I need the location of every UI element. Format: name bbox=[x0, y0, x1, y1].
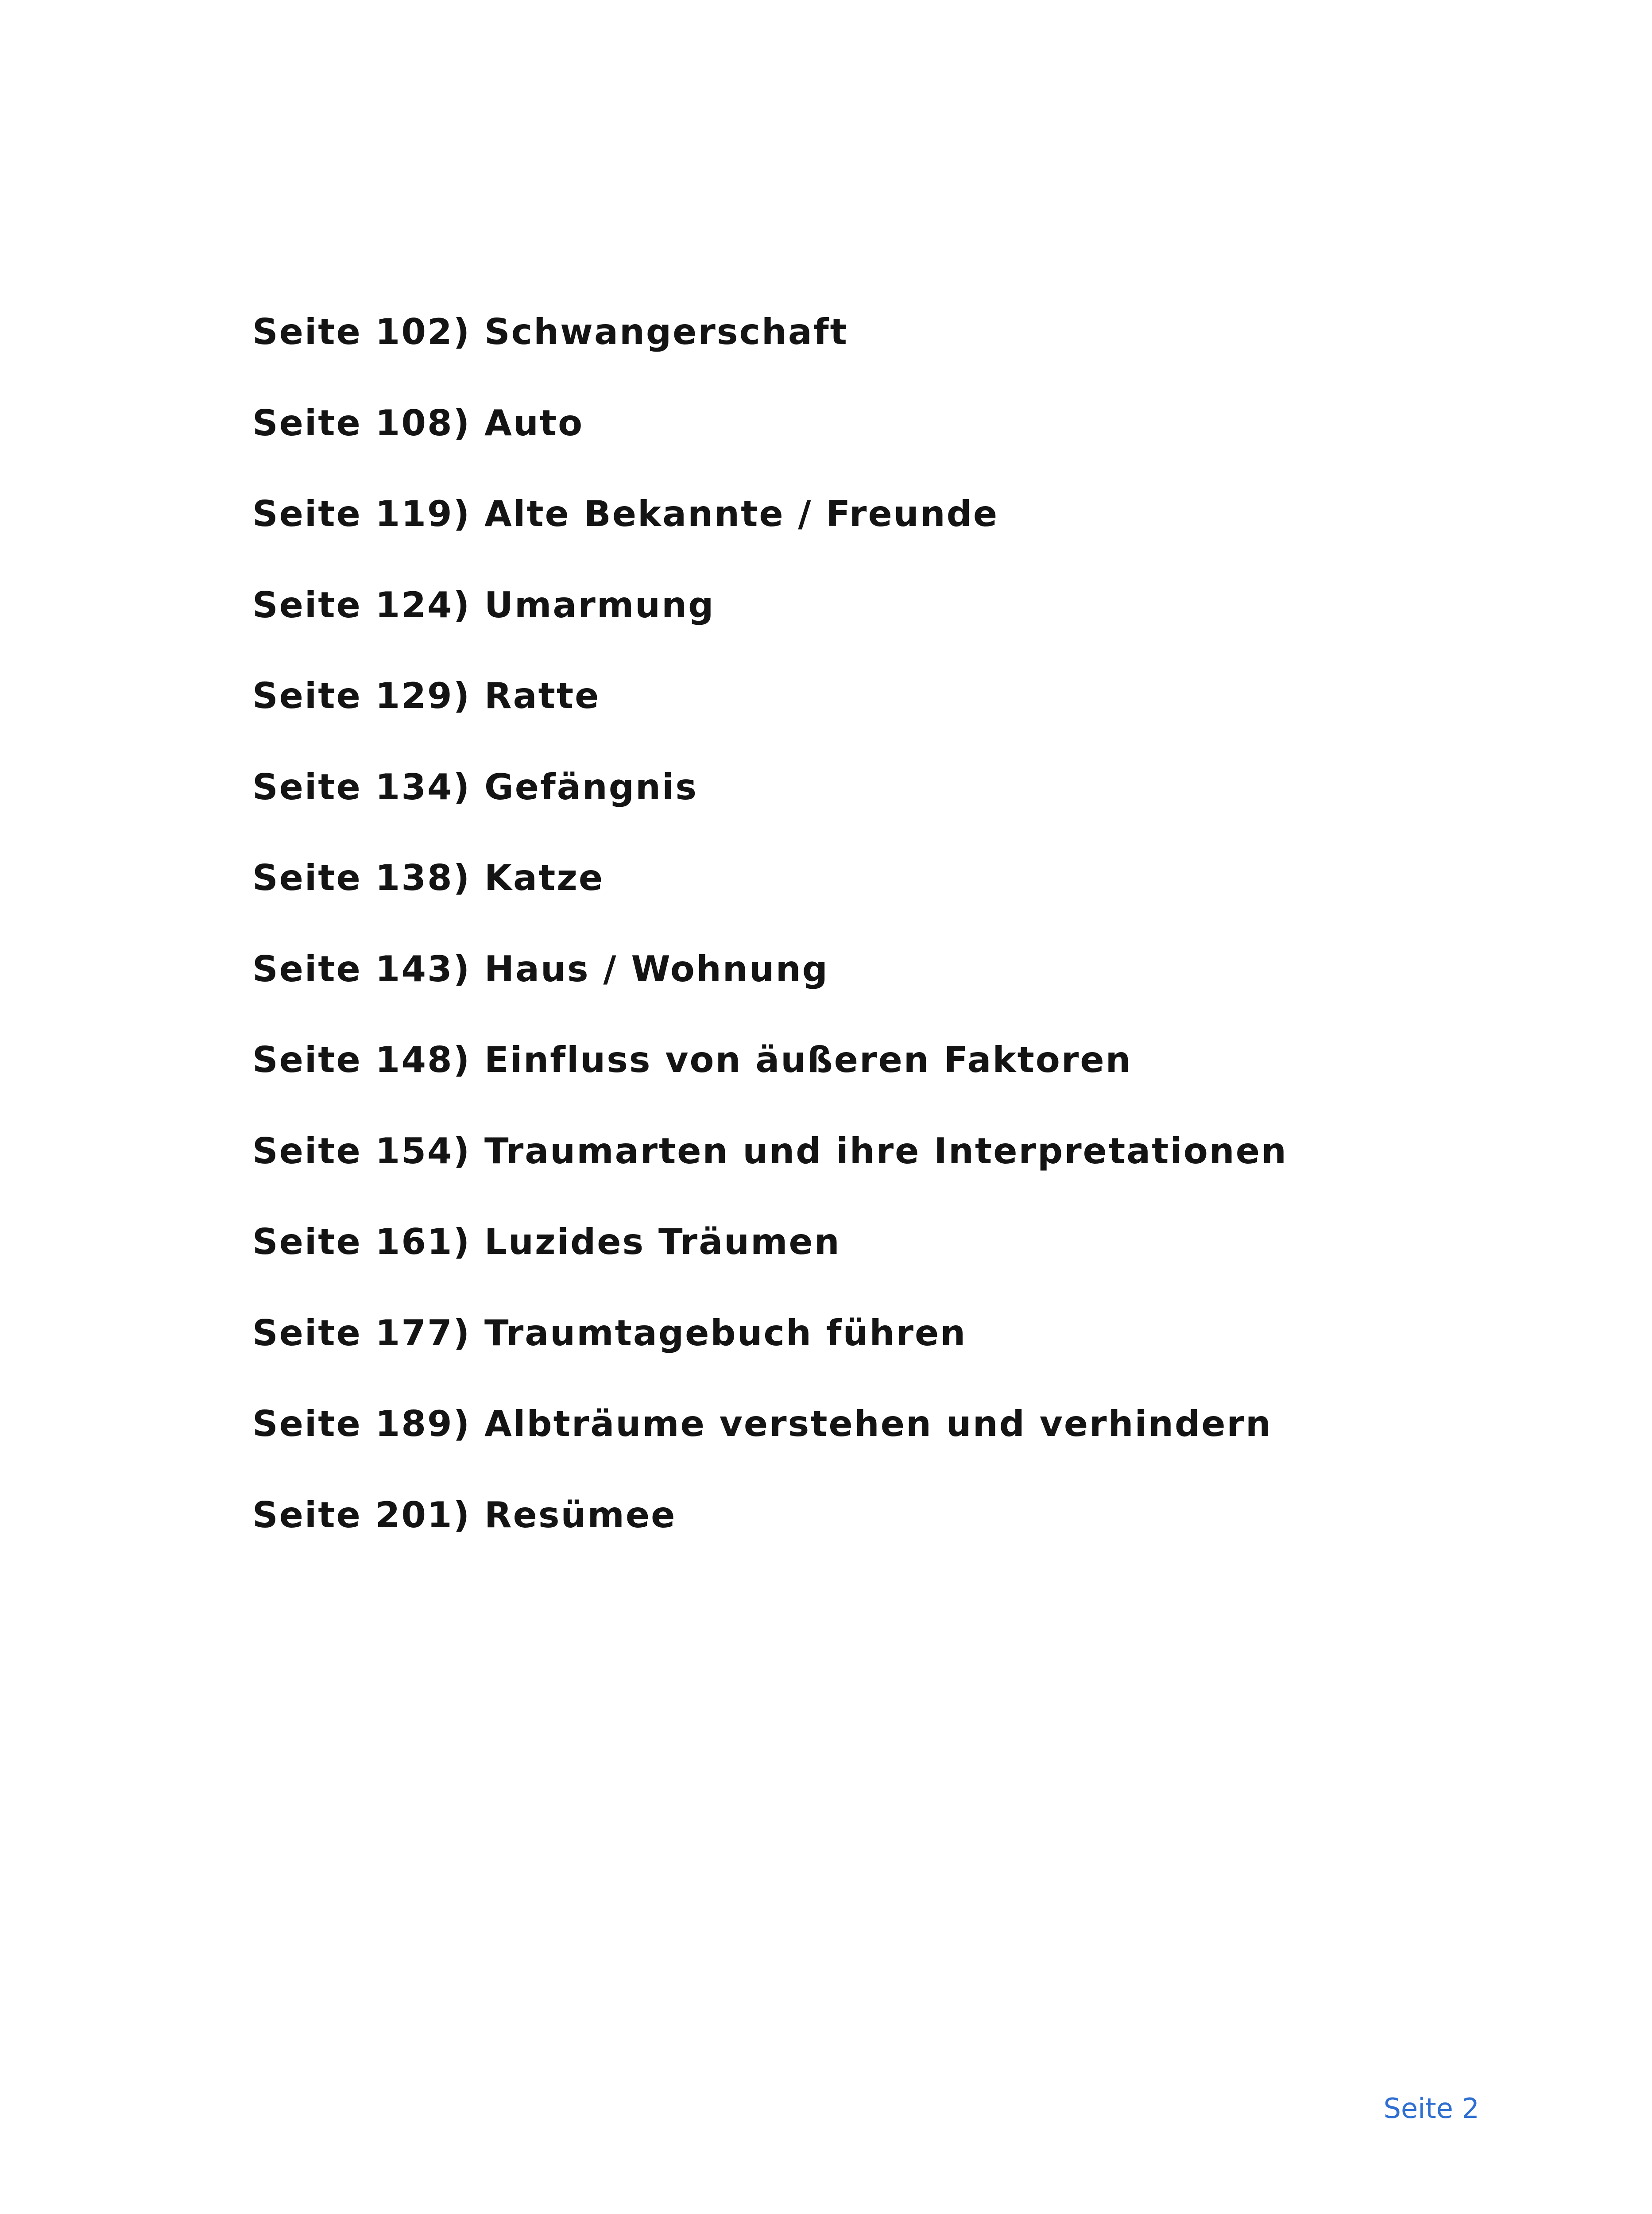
toc-entry: Seite 134) Gefängnis bbox=[252, 766, 698, 808]
toc-entry: Seite 189) Albträume verstehen und verhindern bbox=[252, 1403, 1272, 1444]
toc-entry: Seite 124) Umarmung bbox=[252, 584, 715, 626]
toc-entry: Seite 138) Katze bbox=[252, 857, 604, 898]
toc-entry: Seite 108) Auto bbox=[252, 402, 584, 444]
toc-entry: Seite 148) Einfluss von äußeren Faktoren bbox=[252, 1039, 1132, 1080]
toc-entry: Seite 177) Traumtagebuch führen bbox=[252, 1312, 967, 1354]
toc-entry: Seite 119) Alte Bekannte / Freunde bbox=[252, 493, 999, 534]
toc-entry: Seite 154) Traumarten und ihre Interpretationen bbox=[252, 1130, 1288, 1172]
page-number: Seite 2 bbox=[1383, 2092, 1479, 2125]
toc-entry: Seite 102) Schwangerschaft bbox=[252, 311, 848, 352]
toc-entry: Seite 201) Resümee bbox=[252, 1494, 677, 1536]
toc-entry: Seite 161) Luzides Träumen bbox=[252, 1221, 841, 1262]
toc-entry: Seite 143) Haus / Wohnung bbox=[252, 948, 829, 990]
table-of-contents bbox=[252, 310, 1492, 1584]
toc-entry: Seite 129) Ratte bbox=[252, 675, 600, 716]
